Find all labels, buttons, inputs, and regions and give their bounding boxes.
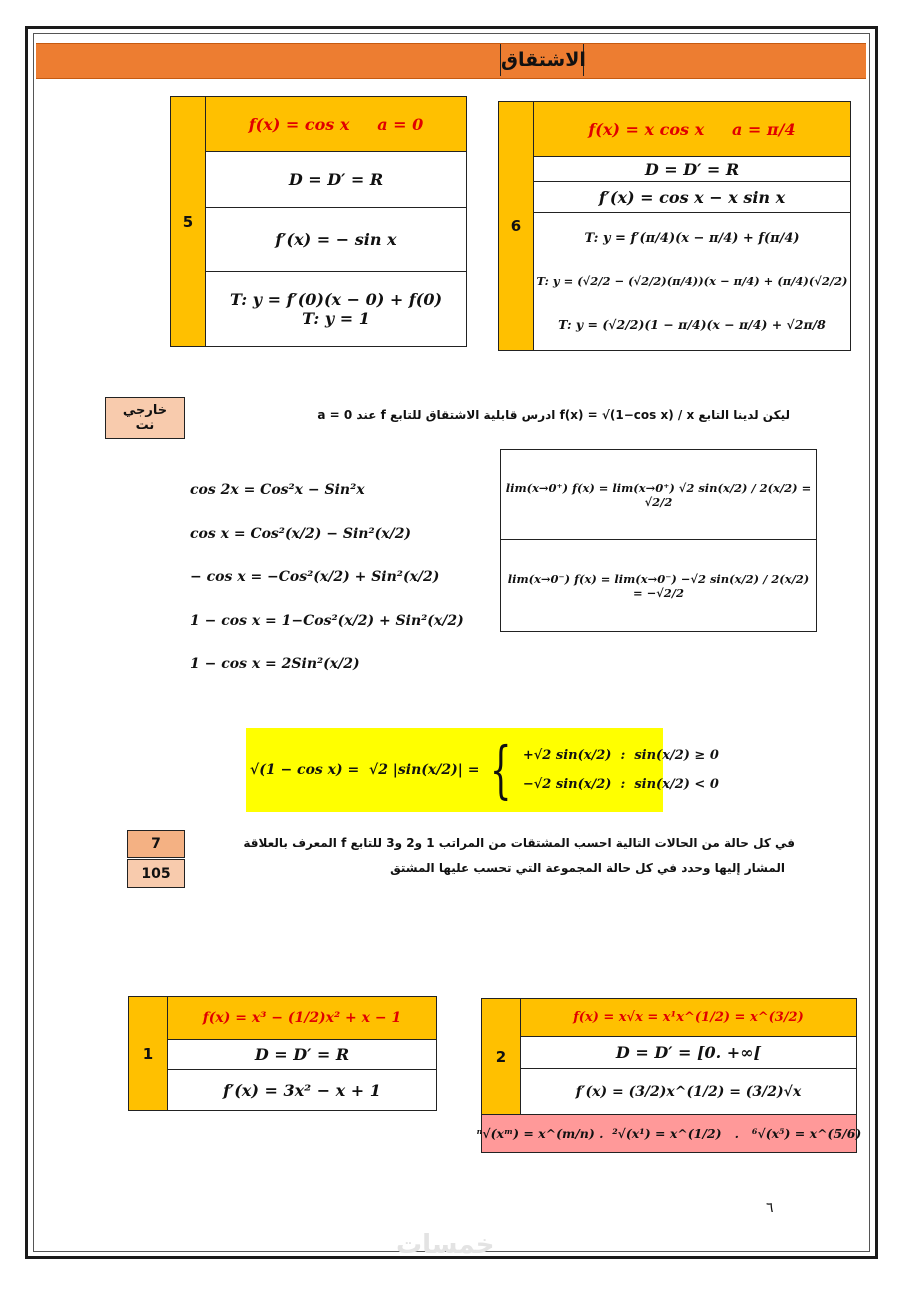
exercise-badge-external [105, 397, 185, 439]
abs-case-2: −√2 sin(x/2) : sin(x/2) < 0 [522, 777, 719, 792]
table-1-number: 1 [128, 996, 168, 1111]
table-5-number: 5 [170, 96, 206, 347]
exercise-7-page: 105 [127, 859, 185, 888]
watermark: خمسات [396, 1230, 495, 1260]
table-2-root-note: ⁿ√(xᵐ) = x^(m/n) . ²√(x¹) = x^(1/2) . ⁶√(x⁵) = x^(5/6) [481, 1114, 857, 1153]
exercise-statement: ليكن لدينا التابع f(x) = √(1−cos x) / x ادرس قابلية الاشتقاق للتابع f عند a = 0 [317, 408, 790, 422]
abs-cases [523, 748, 719, 792]
identities-list [190, 482, 465, 672]
table-2-derivative: f′(x) = (3/2)x^(1/2) = (3/2)√x [520, 1068, 857, 1115]
table-1-domain: D = D′ = R [167, 1039, 437, 1070]
abs-case-1: +√2 sin(x/2) : sin(x/2) ≥ 0 [522, 748, 719, 763]
badge-line1: خارجي [122, 403, 168, 418]
table-6 [498, 101, 851, 351]
page-title: الاشتقاق [500, 44, 584, 76]
table-5-tangent [205, 271, 467, 347]
identity-1: cos 2x = Cos²x − Sin²x [190, 482, 365, 498]
table-6-tangent-line3: T: y = (√2/2)(1 − π/4)(x − π/4) + √2π/8 [558, 316, 826, 332]
abs-lhs: √(1 − cos x) = √2 |sin(x/2)| = [250, 762, 480, 778]
identity-4: 1 − cos x = 1−Cos²(x/2) + Sin²(x/2) [190, 612, 464, 629]
table-1 [128, 996, 437, 1111]
table-5-tangent-line2: T: y = 1 [302, 309, 370, 328]
table-6-tangent [533, 212, 851, 351]
abs-brace: { [490, 733, 512, 806]
identity-5: 1 − cos x = 2Sin²(x/2) [190, 656, 360, 672]
table-2 [476, 998, 862, 1153]
table-5-function: f(x) = cos x a = 0 [205, 96, 467, 152]
identity-3: − cos x = −Cos²(x/2) + Sin²(x/2) [190, 569, 440, 585]
table-5 [170, 96, 467, 347]
limits-table [500, 449, 817, 632]
identity-2: cos x = Cos²(x/2) − Sin²(x/2) [190, 525, 412, 542]
exercise-7-line1: في كل حالة من الحالات التالية احسب المشتقات من المراتب 1 و2 و3 للتابع f المعرف بالعلاقة [243, 836, 795, 850]
table-2-number: 2 [481, 998, 521, 1115]
limit-left: lim(x→0⁻) f(x) = lim(x→0⁻) −√2 sin(x/2) / 2(x/2) = −√2/2 [507, 571, 810, 600]
page-number: ٦ [766, 1200, 774, 1216]
table-6-tangent-line1: T: y = f′(π/4)(x − π/4) + f(π/4) [584, 231, 800, 247]
abs-value-box [246, 728, 719, 812]
exercise-7-badge [127, 830, 185, 888]
table-1-function: f(x) = x³ − (1/2)x² + x − 1 [167, 996, 437, 1040]
table-5-derivative: f′(x) = − sin x [205, 207, 467, 272]
badge-line2: نت [135, 418, 155, 433]
table-6-tangent-line2: T: y = (√2/2 − (√2/2)(π/4))(x − π/4) + (π/4)(√2/2) [536, 274, 848, 289]
table-6-domain: D = D′ = R [533, 156, 851, 182]
table-2-function: f(x) = x√x = x¹x^(1/2) = x^(3/2) [520, 998, 857, 1037]
table-5-domain: D = D′ = R [205, 151, 467, 208]
header-bar [36, 43, 866, 79]
exercise-7-number: 7 [127, 830, 185, 858]
table-1-derivative: f′(x) = 3x² − x + 1 [167, 1069, 437, 1111]
table-6-number: 6 [498, 101, 534, 351]
exercise-7-line2: المشار إليها وحدد في كل حالة المجموعة التي تحسب عليها المشتق [390, 861, 785, 875]
table-5-tangent-line1: T: y = f′(0)(x − 0) + f(0) [229, 290, 443, 309]
limit-right: lim(x→0⁺) f(x) = lim(x→0⁺) √2 sin(x/2) / 2(x/2) = √2/2 [501, 450, 816, 540]
table-6-function: f(x) = x cos x a = π/4 [533, 101, 851, 157]
table-2-domain: D = D′ = [0. +∞[ [520, 1036, 857, 1069]
table-6-derivative: f′(x) = cos x − x sin x [533, 181, 851, 213]
